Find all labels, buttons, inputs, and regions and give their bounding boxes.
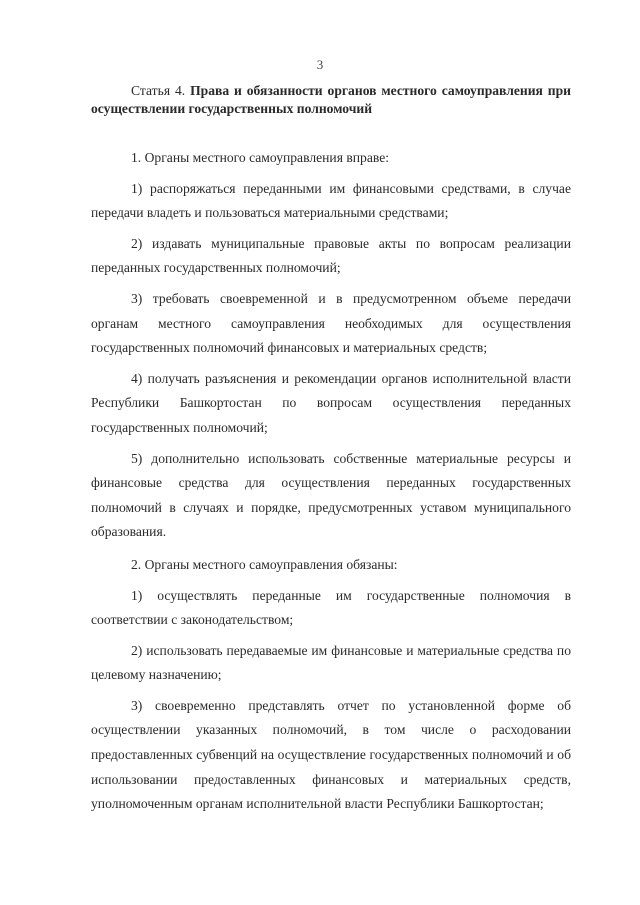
right-item-4: 4) получать разъяснения и рекомендации органов исполнительной власти Республики Башкортостан по вопросам осуществления переданных государственных полномочий;: [91, 370, 571, 435]
right-item-5: 5) дополнительно использовать собственные материальные ресурсы и финансовые средства для осуществления переданных государственных полномочий в случаях и порядке, предусмотренных уставом муниципального образования.: [91, 450, 571, 540]
page-number: 3: [316, 57, 324, 72]
duty-item-1: 1) осуществлять переданные им государственные полномочия в соответствии с законодательством;: [91, 587, 571, 628]
right-item-3: 3) требовать своевременной и в предусмотренном объеме передачи органам местного самоуправления необходимых для осуществления государственных полномочий финансовых и материальных средств;: [91, 290, 571, 356]
section-2-intro: 2. Органы местного самоуправления обязаны:: [131, 556, 398, 572]
article-heading: [91, 82, 571, 118]
right-item-1: 1) распоряжаться переданными им финансовыми средствами, в случае передачи владеть и пользоваться материальными средствами;: [91, 180, 571, 221]
right-item-2: 2) издавать муниципальные правовые акты по вопросам реализации переданных государственных полномочий;: [91, 235, 571, 276]
section-1-intro: 1. Органы местного самоуправления вправе:: [131, 150, 390, 165]
duty-item-2: 2) использовать передаваемые им финансовые и материальные средства по целевому назначению;: [91, 642, 571, 683]
article-label: Статья 4.: [131, 83, 186, 98]
article-title: Права и обязанности органов местного самоуправления при осуществлении государственных полномочий: [91, 83, 572, 116]
document-body: [91, 82, 571, 817]
duty-item-3: 3) своевременно представлять отчет по установленной форме об осуществлении указанных полномочий, в том числе о расходовании предоставленных субвенций на осуществление государственных полномочий и об использовании предоставленных финансовых и материальных средств, уполномоченным органам исполнительной власти Республики Башкортостан;: [91, 697, 571, 812]
